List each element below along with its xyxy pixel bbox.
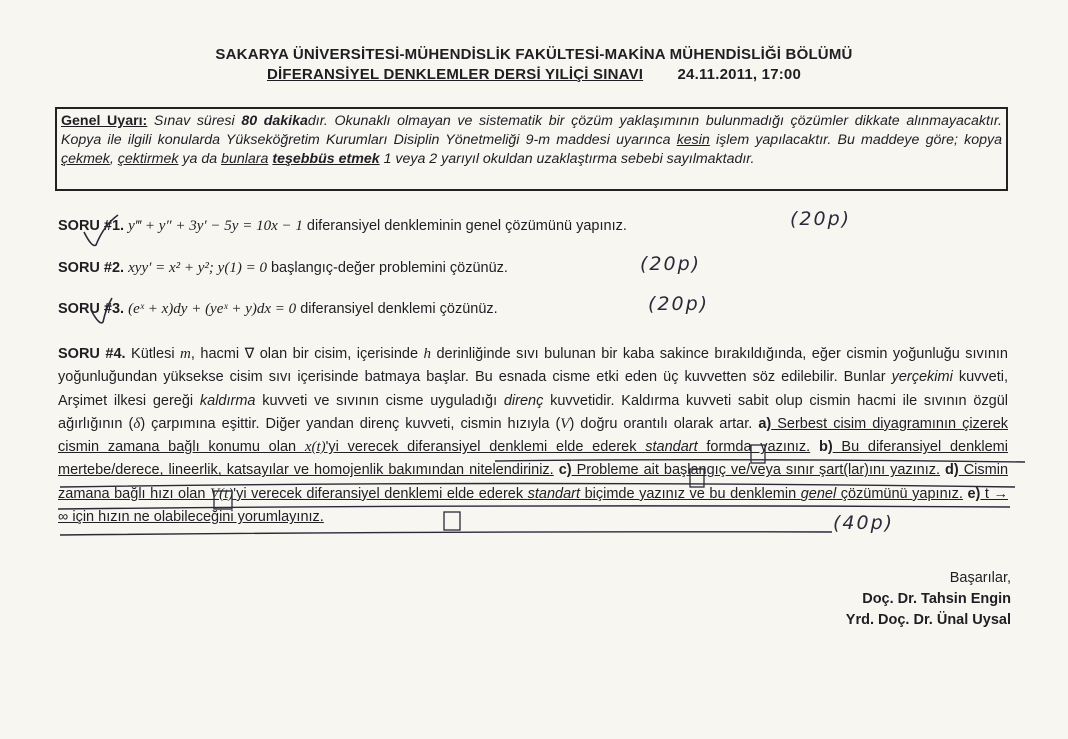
term-general: genel [800, 485, 837, 502]
handwritten-points: (20p) [640, 253, 702, 275]
part-d-text: çözümünü yapınız. [836, 485, 963, 502]
closing-text: Başarılar, [949, 570, 1011, 586]
term-gravity: yerçekimi [891, 369, 953, 386]
part-b-text: Bu diferansiyel denklemi mertebe/derece, lineerlik, katsayılar ve homojenlik bakımından nitelendiriniz. [58, 439, 1008, 479]
symbol-delta: δ [133, 415, 141, 432]
part-a-text: formda yazınız. [697, 439, 811, 456]
warning-emphasis: teşebbüs etmek [272, 151, 380, 167]
warning-emphasis: çekmek [61, 151, 110, 167]
symbol-velocity: V [560, 415, 570, 432]
question-text: derinliğinde sıvı bulunan bir kaba sakince bırakıldığında, eğer cismin yoğunluğu sıvının yoğunluğundan yüksekse cisim sıvı içerisinde batmaya başlar. Bu esnada cisme etki eden üç kuvvetten söz edilebilir. Bunlar [58, 346, 1008, 386]
question-text: diferansiyel denklemi çözünüz. [296, 301, 498, 317]
question-text: başlangıç-değer problemini çözünüz. [266, 260, 508, 276]
warning-text: 1 veya 2 yarıyıl okuldan uzaklaştırma sebebi sayılmaktadır. [379, 151, 755, 167]
symbol-depth: h [423, 346, 432, 362]
part-d-text: biçimde yazınız ve bu denklemin [580, 485, 801, 502]
part-e-label: e) [967, 485, 981, 502]
exam-duration: 80 dakika [241, 113, 308, 129]
handwritten-points: (20p) [648, 293, 710, 315]
part-c-label: c) [558, 462, 572, 479]
course-title: DİFERANSİYEL DENKLEMLER DERSİ YILİÇİ SINAVI [266, 66, 644, 83]
course-header [0, 66, 1068, 83]
symbol-volume: ∇ [244, 346, 255, 362]
question-1 [58, 218, 1008, 235]
part-d-text: Cismin zamana bağlı hızı olan [58, 462, 1009, 502]
question-text: kuvveti ve sıvının cisme uyguladığı [255, 392, 504, 409]
warning-emphasis: çektirmek [117, 151, 179, 167]
question-equation: (eˣ + x)dy + (yeˣ + y)dx = 0 [128, 301, 297, 317]
question-4 [58, 343, 1008, 529]
question-label: SORU #4. [58, 346, 126, 362]
warning-emphasis: kesin [676, 132, 710, 148]
author-2: Yrd. Doç. Dr. Ünal Uysal [845, 612, 1011, 628]
question-label: SORU #3. [58, 301, 125, 317]
part-e-text: t → ∞ için hızın ne olabileceğini yorumlayınız. [58, 485, 1008, 526]
question-equation: xyy′ = x² + y²; y(1) = 0 [128, 260, 267, 276]
pen-line-4 [60, 532, 832, 535]
term-drag: direnç [503, 392, 544, 409]
part-c-text: Probleme ait başlangıç ve/veya sınır şart(lar)ını yazınız. [571, 462, 941, 479]
symbol-mass: m [180, 346, 191, 362]
part-b-label: b) [818, 439, 833, 456]
term-standard: standart [527, 485, 581, 502]
warning-text: dır. Okunaklı olmayan ve sistematik bir çözüm yaklaşımının bulunmadığı çözümler dikkate alınmayacaktır. Kopya ile ilgili konularda Yükseköğretim Kurumları Disiplin Yönetmeliği 9-m maddesi uyarınca [61, 113, 1002, 148]
question-text: ) çarpımına eşittir. Diğer yandan direnç kuvveti, cismin hızıyla ( [140, 415, 561, 432]
question-label: SORU #1. [58, 218, 125, 234]
part-d-label: d) [945, 462, 959, 479]
question-equation: y‴ + y″ + 3y′ − 5y = 10x − 1 [128, 218, 303, 234]
question-3 [58, 301, 1008, 318]
question-2 [58, 260, 1008, 277]
question-label: SORU #2. [58, 260, 125, 276]
warning-text: işlem yapılacaktır. Bu maddeye göre; kopya [709, 132, 1002, 148]
warning-text: Sınav süresi [147, 113, 242, 129]
question-text: Kütlesi [125, 346, 181, 362]
exam-date: 24.11.2011, 17:00 [677, 66, 802, 83]
question-text: kuvveti, Arşimet ilkesi gereği [58, 369, 1008, 409]
term-buoyancy: kaldırma [199, 392, 256, 409]
symbol-velocity-t: V(t) [209, 485, 234, 502]
term-standard: standart [645, 439, 698, 456]
warning-text: ya da [178, 151, 222, 167]
part-a-text: Serbest cisim diyagramının çizerek cismin zamana bağlı konumu olan [58, 415, 1009, 456]
question-text: diferansiyel denkleminin genel çözümünü yapınız. [302, 218, 627, 234]
part-a-label: a) [758, 415, 772, 432]
handwritten-points: (40p) [833, 512, 895, 534]
part-d-text: 'yi verecek diferansiyel denklemi elde ederek [233, 485, 528, 502]
warning-text: , [109, 151, 118, 167]
warning-label: Genel Uyarı: [61, 113, 148, 129]
university-header: SAKARYA ÜNİVERSİTESİ-MÜHENDİSLİK FAKÜLTESİ-MAKİNA MÜHENDİSLİĞİ BÖLÜMÜ [215, 46, 853, 63]
part-a-text: 'yi verecek diferansiyel denklemi elde ederek [325, 439, 646, 456]
question-text: kuvvetidir. Kaldırma kuvveti sabit olup cismin hacmi ile sıvının özgül ağırlığının ( [58, 392, 1008, 432]
symbol-position: x(t) [304, 439, 326, 456]
question-text: olan bir cisim, içerisinde [254, 346, 424, 362]
question-text: , hacmi [190, 346, 245, 362]
handwritten-points: (20p) [790, 208, 852, 230]
question-text: ) doğru orantılı olarak artar. [569, 415, 759, 432]
author-1: Doç. Dr. Tahsin Engin [862, 591, 1011, 607]
warning-emphasis: bunlara [221, 151, 269, 167]
general-warning-box [55, 107, 1008, 191]
